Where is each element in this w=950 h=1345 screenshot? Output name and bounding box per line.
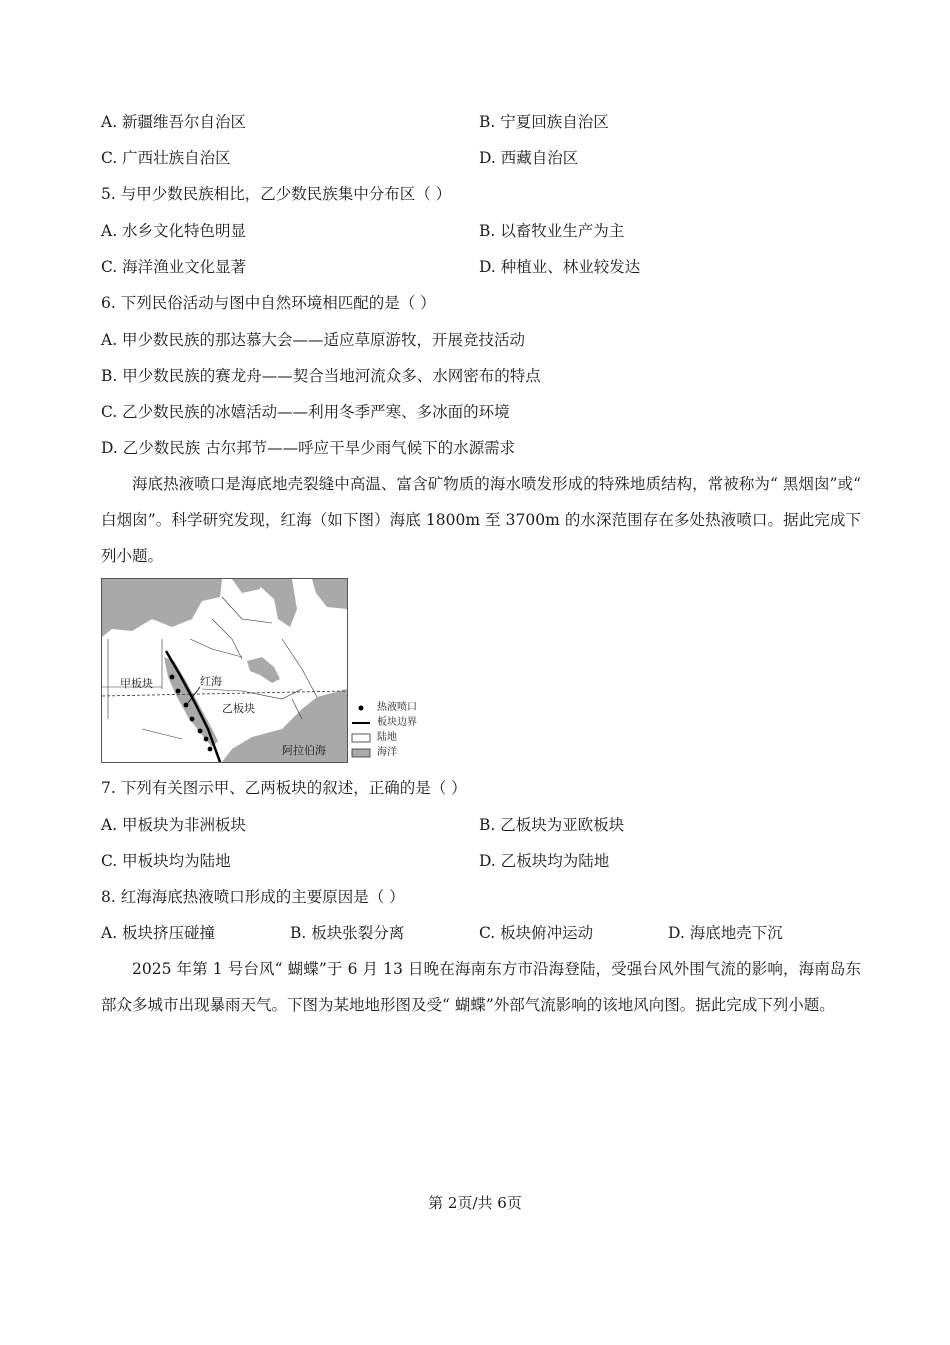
land-swatch-icon bbox=[351, 733, 371, 743]
map-label-arabian-sea: 阿拉伯海 bbox=[282, 744, 326, 757]
map-graphic bbox=[102, 579, 347, 762]
map-label-jia-plate: 甲板块 bbox=[120, 677, 153, 690]
q7-option-a: A. 甲板块为非洲板块 bbox=[101, 816, 247, 834]
legend-boundary-label: 板块边界 bbox=[377, 717, 417, 728]
ocean-swatch-icon bbox=[351, 748, 371, 758]
legend-vent-label: 热液喷口 bbox=[377, 702, 417, 713]
q7-option-d: D. 乙板块均为陆地 bbox=[479, 852, 610, 870]
q7-option-c: C. 甲板块均为陆地 bbox=[101, 852, 231, 870]
passage-typhoon: 2025 年第 1 号台风“ 蝴蝶”于 6 月 13 日晚在海南东方市沿海登陆，受强台风外围气流的影响，海南岛东部众多城市出现暴雨天气。下图为某地地形图及受“ 蝴蝶”外部气流影响的该地风向图。据此完成下列小题。 bbox=[101, 960, 861, 1014]
red-sea-map bbox=[101, 578, 348, 763]
map-label-red-sea: 红海 bbox=[200, 675, 222, 688]
legend-ocean-label: 海洋 bbox=[377, 747, 397, 758]
q8-option-d: D. 海底地壳下沉 bbox=[668, 924, 783, 942]
q5-option-a: A. 水乡文化特色明显 bbox=[101, 222, 247, 240]
legend-row-ocean bbox=[351, 745, 417, 760]
boundary-line-icon bbox=[351, 718, 371, 728]
q4-option-a: A. 新疆维吾尔自治区 bbox=[101, 113, 247, 131]
q5-option-c: C. 海洋渔业文化显著 bbox=[101, 258, 247, 276]
q6-option-a: A. 甲少数民族的那达慕大会——适应草原游牧，开展竞技活动 bbox=[101, 331, 526, 349]
page-number: 第 2页/共 6页 bbox=[428, 1194, 522, 1212]
q6-option-c: C. 乙少数民族的冰嬉活动——利用冬季严寒、多冰面的环境 bbox=[101, 403, 510, 421]
q5-option-d: D. 种植业、林业较发达 bbox=[479, 258, 641, 276]
q6-stem: 6. 下列民俗活动与图中自然环境相匹配的是（ ） bbox=[101, 294, 436, 312]
q8-option-c: C. 板块俯冲运动 bbox=[479, 924, 594, 942]
legend-row-vent bbox=[351, 700, 417, 715]
q8-option-b: B. 板块张裂分离 bbox=[290, 924, 405, 942]
q4-option-c: C. 广西壮族自治区 bbox=[101, 149, 231, 167]
q4-option-d: D. 西藏自治区 bbox=[479, 149, 579, 167]
q5-stem: 5. 与甲少数民族相比，乙少数民族集中分布区（ ） bbox=[101, 185, 452, 203]
q6-option-d: D. 乙少数民族 古尔邦节——呼应干旱少雨气候下的水源需求 bbox=[101, 439, 516, 457]
q8-option-a: A. 板块挤压碰撞 bbox=[101, 924, 216, 942]
q4-option-b: B. 宁夏回族自治区 bbox=[479, 113, 609, 131]
q5-option-b: B. 以畜牧业生产为主 bbox=[479, 222, 625, 240]
q7-option-b: B. 乙板块为亚欧板块 bbox=[479, 816, 625, 834]
q6-option-b: B. 甲少数民族的赛龙舟——契合当地河流众多、水网密布的特点 bbox=[101, 367, 541, 385]
map-legend bbox=[351, 700, 417, 760]
map-label-yi-plate: 乙板块 bbox=[222, 702, 255, 715]
legend-row-land bbox=[351, 730, 417, 745]
q7-stem: 7. 下列有关图示甲、乙两板块的叙述，正确的是（ ） bbox=[101, 779, 467, 797]
passage-hydrothermal: 海底热液喷口是海底地壳裂缝中高温、富含矿物质的海水喷发形成的特殊地质结构，常被称为“ 黑烟囱”或“ 白烟囱”。科学研究发现，红海（如下图）海底 1800m 至 3700m 的水深范围存在多处热液喷口。据此完成下列小题。 bbox=[101, 475, 861, 565]
q8-stem: 8. 红海海底热液喷口形成的主要原因是（ ） bbox=[101, 888, 405, 906]
vent-dot-icon bbox=[351, 703, 371, 713]
legend-land-label: 陆地 bbox=[377, 732, 397, 743]
legend-row-boundary bbox=[351, 715, 417, 730]
